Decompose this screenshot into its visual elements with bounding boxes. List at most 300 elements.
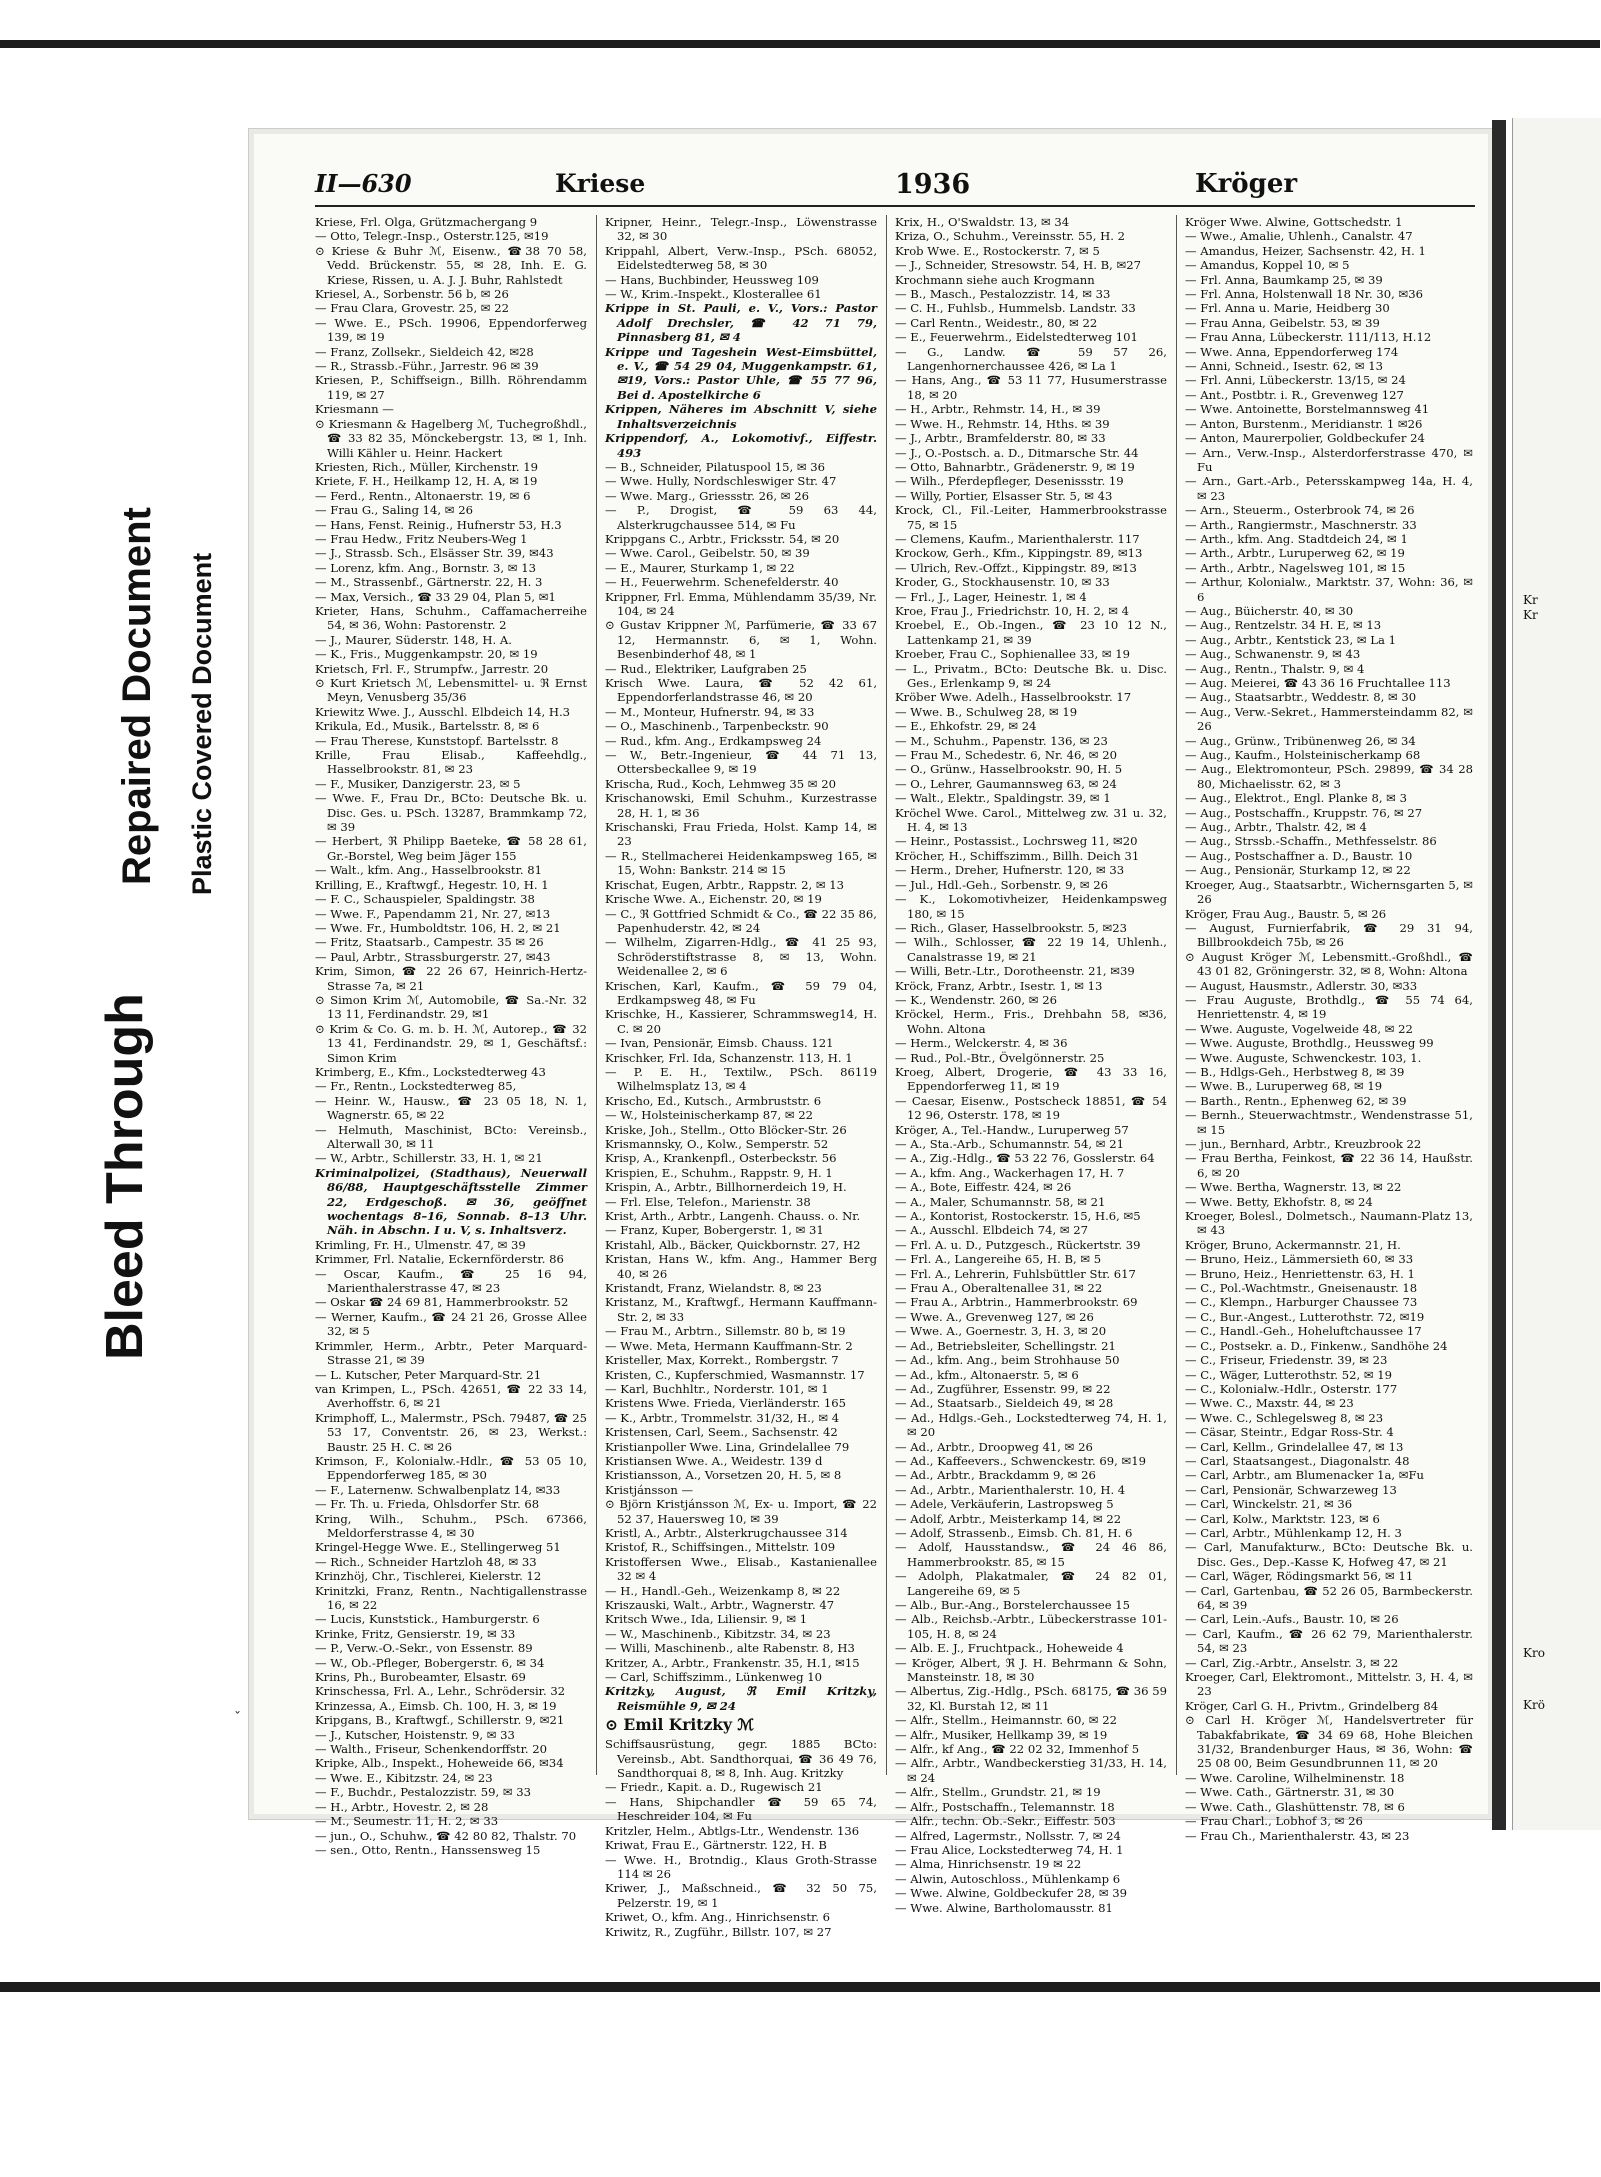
- directory-entry: — Ad., Arbtr., Brackdamm 9, ✉ 26: [895, 1468, 1096, 1483]
- directory-entry: — Frl. Anna u. Marie, Heidberg 30: [1185, 301, 1390, 316]
- directory-entry: Kristen, C., Kupferschmied, Wasmannstr. 17: [605, 1367, 865, 1382]
- directory-entry: — Frl. A. u. D., Putzgesch., Rückertstr. 39: [895, 1237, 1141, 1252]
- column-3: [895, 215, 1167, 1915]
- directory-entry: — Ad., Staatsarb., Sieldeich 49, ✉ 28: [895, 1396, 1114, 1411]
- directory-entry: — Carl, Zig.-Arbtr., Anselstr. 3, ✉ 22: [1185, 1655, 1399, 1670]
- directory-entry: Krisp, A., Krankenpfl., Osterbeckstr. 56: [605, 1151, 837, 1166]
- directory-entry: — B., Masch., Pestalozzistr. 14, ✉ 33: [895, 287, 1111, 302]
- directory-entry: — M., Strassenbf., Gärtnerstr. 22, H. 3: [315, 575, 543, 590]
- header-last-name: Kröger: [1195, 169, 1298, 199]
- directory-entry: Krins, Ph., Burobeamter, Elsastr. 69: [315, 1670, 526, 1685]
- directory-entry: Krochmann siehe auch Krogmann: [895, 272, 1095, 287]
- directory-entry: — Wwe. Auguste, Schwenckestr. 103, 1.: [1185, 1050, 1422, 1065]
- directory-entry: — Walt., Elektr., Spaldingstr. 39, ✉ 1: [895, 791, 1111, 806]
- directory-entry: — Max, Versich., ☎ 33 29 04, Plan 5, ✉1: [315, 589, 556, 604]
- directory-entry: Krille, Frau Elisab., Kaffeehdlg., Hasselbrookstr. 81, ✉ 23: [315, 748, 587, 777]
- directory-entry: Kristianpoller Wwe. Lina, Grindelallee 79: [605, 1439, 850, 1454]
- directory-entry: Kroeber, Frau C., Sophienallee 33, ✉ 19: [895, 647, 1130, 662]
- directory-entry: — Wwe. Hully, Nordschleswiger Str. 47: [605, 474, 837, 489]
- directory-entry: Kroeger, Carl, Elektromont., Mittelstr. 3, H. 4, ✉ 23: [1185, 1670, 1473, 1699]
- directory-entry: — L., Privatm., BCto: Deutsche Bk. u. Disc. Ges., Erlenkamp 9, ✉ 24: [895, 661, 1167, 690]
- directory-entry: — Aug. Meierei, ☎ 43 36 16 Fruchtallee 113: [1185, 676, 1451, 690]
- directory-entry: — Wwe. E., Kibitzstr. 24, ✉ 23: [315, 1770, 493, 1785]
- directory-entry: Krinzhöj, Chr., Tischlerei, Kielerstr. 12: [315, 1569, 542, 1584]
- directory-entry: Kritsch Wwe., Ida, Liliensir. 9, ✉ 1: [605, 1612, 808, 1627]
- directory-entry: — Carl, Kaufm., ☎ 26 62 79, Marienthalerstr. 54, ✉ 23: [1185, 1626, 1473, 1656]
- directory-entry: — H., Arbtr., Hovestr. 2, ✉ 28: [315, 1799, 489, 1814]
- directory-entry: — Frau A., Oberaltenallee 31, ✉ 22: [895, 1281, 1103, 1296]
- directory-entry: — Alma, Hinrichsenstr. 19 ✉ 22: [895, 1857, 1082, 1872]
- directory-entry: — Aug., Büicherstr. 40, ✉ 30: [1185, 603, 1354, 618]
- directory-entry: — C., Pol.-Wachtmstr., Gneisenaustr. 18: [1185, 1281, 1418, 1296]
- directory-entry: — Carl, Schiffszimm., Lünkenweg 10: [605, 1670, 822, 1685]
- directory-entry: — Arth., Arbtr., Luruperweg 62, ✉ 19: [1185, 546, 1405, 561]
- directory-entry: Krippner, Frl. Emma, Mühlendamm 35/39, Nr. 104, ✉ 24: [605, 589, 877, 618]
- directory-entry: Krischanowski, Emil Schuhm., Kurzestrasse 28, H. 1, ✉ 36: [605, 791, 877, 820]
- directory-entry: Krim, Simon, ☎ 22 26 67, Heinrich-Hertz-Strasse 7a, ✉ 21: [315, 964, 587, 993]
- directory-entry: — Arn., Gart.-Arb., Petersskampweg 14a, H. 4, ✉ 23: [1185, 474, 1473, 503]
- directory-entry: — C., Friseur, Friedenstr. 39, ✉ 23: [1185, 1353, 1388, 1368]
- directory-entry: — Carl, Wäger, Rödingsmarkt 56, ✉ 11: [1185, 1569, 1414, 1584]
- directory-entry: — Aug., Arbtr., Kentstick 23, ✉ La 1: [1185, 632, 1396, 647]
- directory-entry: — Kröger, Albert, ℜ J. H. Behrmann & Sohn, Mansteinstr. 18, ✉ 30: [895, 1655, 1167, 1685]
- directory-entry: — Herbert, ℜ Philipp Baeteke, ☎ 58 28 61, Gr.-Borstel, Weg beim Jäger 155: [315, 834, 587, 863]
- directory-entry: — H., Feuerwehrm. Schenefelderstr. 40: [605, 575, 839, 590]
- directory-entry: Krimling, Fr. H., Ulmenstr. 47, ✉ 39: [315, 1237, 526, 1252]
- directory-entry: — Fr., Rentn., Lockstedterweg 85,: [315, 1079, 517, 1094]
- directory-entry: — A., Zig.-Hdlg., ☎ 53 22 76, Gosslerstr. 64: [895, 1151, 1155, 1166]
- directory-entry: — Frl. A., Langereihe 65, H. B, ✉ 5: [895, 1252, 1102, 1267]
- directory-entry: — Anni, Schneid., Isestr. 62, ✉ 13: [1185, 359, 1383, 374]
- directory-entry: Kriesen, P., Schiffseign., Billh. Röhrendamm 119, ✉ 27: [315, 373, 587, 402]
- directory-entry: — Herm., Dreher, Hufnerstr. 120, ✉ 33: [895, 863, 1125, 878]
- directory-entry: — J., Kutscher, Hoistenstr. 9, ✉ 33: [315, 1727, 515, 1742]
- directory-entry: Kristl, A., Arbtr., Alsterkrugchaussee 314: [605, 1525, 848, 1540]
- directory-entry: Kringel-Hegge Wwe. E., Stellingerweg 51: [315, 1540, 561, 1555]
- directory-entry: — Alfr., Postschaffn., Telemannstr. 18: [895, 1799, 1115, 1814]
- directory-entry: — Frl. Anni, Lübeckerstr. 13/15, ✉ 24: [1185, 373, 1406, 388]
- directory-entry: — J., Arbtr., Bramfelderstr. 80, ✉ 33: [895, 431, 1106, 446]
- directory-entry: Kröger, A., Tel.-Handw., Luruperweg 57: [895, 1122, 1129, 1137]
- directory-entry: — W., Arbtr., Schillerstr. 33, H. 1, ✉ 21: [315, 1151, 543, 1166]
- directory-entry: Krippe in St. Pauli, e. V., Vors.: Pastor Adolf Drechsler, ☎ 42 71 79, Pinnasberg 81, ✉ 4: [605, 301, 877, 345]
- directory-entry: — Wwe. F., Papendamm 21, Nr. 27, ✉13: [315, 906, 551, 921]
- directory-entry: — Carl, Manufakturw., BCto: Deutsche Bk. u. Disc. Ges., Dep.-Kasse K, Hofweg 47, ✉ 21: [1185, 1540, 1473, 1569]
- directory-entry: Krischke, H., Kassierer, Schrammsweg14, H. C. ✉ 20: [605, 1007, 877, 1036]
- directory-entry: — Frau Therese, Kunststopf. Bartelsstr. 8: [315, 733, 559, 748]
- directory-entry: Kröber Wwe. Adelh., Hasselbrookstr. 17: [895, 690, 1132, 705]
- directory-entry: Kripner, Heinr., Telegr.-Insp., Löwenstrasse 32, ✉ 30: [605, 215, 877, 244]
- directory-entry: — O., Lehrer, Gaumannsweg 63, ✉ 24: [895, 776, 1117, 791]
- directory-entry: Krispien, E., Schuhm., Rappstr. 9, H. 1: [605, 1165, 833, 1180]
- directory-entry: — Franz, Kuper, Bobergerstr. 1, ✉ 31: [605, 1223, 824, 1238]
- directory-entry: — Fr. Th. u. Frieda, Ohlsdorfer Str. 68: [315, 1497, 540, 1512]
- directory-entry: — Walt., kfm. Ang., Hasselbrookstr. 81: [315, 863, 542, 878]
- directory-entry: Krischanski, Frau Frieda, Holst. Kamp 14, ✉ 23: [605, 820, 877, 849]
- directory-entry: — Aug., Strssb.-Schaffn., Methfesselstr. 86: [1185, 834, 1437, 849]
- page-number: II—630: [315, 169, 412, 198]
- directory-entry: Krischa, Rud., Koch, Lehmweg 35 ✉ 20: [605, 776, 836, 791]
- directory-entry: Krob Wwe. E., Rostockerstr. 7, ✉ 5: [895, 243, 1100, 258]
- directory-entry: — Ad., kfm. Ang., beim Strohhause 50: [895, 1353, 1120, 1368]
- directory-entry: — Amandus, Heizer, Sachsenstr. 42, H. 1: [1185, 243, 1426, 258]
- directory-entry: — Adele, Verkäuferin, Lastropsweg 5: [895, 1497, 1114, 1512]
- directory-entry: — C., Postsekr. a. D., Finkenw., Sandhöhe 24: [1185, 1338, 1448, 1353]
- directory-entry: — A., Kontorist, Rostockerstr. 15, H.6, ✉5: [895, 1209, 1141, 1224]
- directory-entry: — Rud., kfm. Ang., Erdkampsweg 24: [605, 733, 822, 748]
- directory-entry: Krilling, E., Kraftwgf., Hegestr. 10, H. 1: [315, 877, 549, 892]
- directory-entry: — Frau Alice, Lockstedterweg 74, H. 1: [895, 1842, 1124, 1857]
- directory-entry: — Paul, Arbtr., Strassburgerstr. 27, ✉43: [315, 949, 551, 964]
- directory-entry: ⊙ Gustav Krippner ℳ, Parfümerie, ☎ 33 67 12, Hermannstr. 6, ✉ 1, Wohn. Besenbinderhof 48, ✉ 1: [605, 618, 877, 662]
- directory-entry: — Alfr., Musiker, Hellkamp 39, ✉ 19: [895, 1727, 1108, 1742]
- directory-entry: Krinitzki, Franz, Rentn., Nachtigallenstrasse 16, ✉ 22: [315, 1583, 587, 1612]
- directory-entry: — Franz, Zollsekr., Sieldeich 42, ✉28: [315, 344, 534, 359]
- directory-entry: — Aug., Arbtr., Thalstr. 42, ✉ 4: [1185, 820, 1367, 835]
- directory-entry: — P., Drogist, ☎ 59 63 44, Alsterkrugchaussee 514, ✉ Fu: [605, 503, 877, 532]
- directory-entry: Kröger, Frau Aug., Baustr. 5, ✉ 26: [1185, 906, 1387, 921]
- directory-entry: Kroeg, Albert, Drogerie, ☎ 43 33 16, Eppendorferweg 11, ✉ 19: [895, 1064, 1167, 1094]
- directory-entry: — Frau Auguste, Brothdlg., ☎ 55 74 64, Henriettenstr. 4, ✉ 19: [1185, 992, 1473, 1022]
- directory-entry: — Jul., Hdl.-Geh., Sorbenstr. 9, ✉ 26: [895, 877, 1109, 892]
- directory-entry: Kriete, F. H., Heilkamp 12, H. A, ✉ 19: [315, 474, 538, 489]
- column-1: [315, 215, 587, 1857]
- directory-entry: — Aug., Postschaffner a. D., Baustr. 10: [1185, 848, 1413, 863]
- directory-entry: Kristiansson, A., Vorsetzen 20, H. 5, ✉ 8: [605, 1468, 842, 1483]
- label-bleed-through: Bleed Through: [96, 993, 154, 1360]
- directory-entry: — J., Schneider, Stresowstr. 54, H. B, ✉27: [895, 258, 1142, 273]
- directory-entry: — Herm., Welckerstr. 4, ✉ 36: [895, 1036, 1068, 1051]
- directory-entry: — Otto, Telegr.-Insp., Osterstr.125, ✉19: [315, 229, 549, 244]
- directory-entry: — Wwe. Alwine, Bartholomausstr. 81: [895, 1900, 1113, 1915]
- directory-entry: — Ad., kfm., Altonaerstr. 5, ✉ 6: [895, 1367, 1079, 1382]
- directory-entry: — jun., Bernhard, Arbtr., Kreuzbrook 22: [1185, 1137, 1422, 1151]
- directory-entry: — Aug., Schwanenstr. 9, ✉ 43: [1185, 647, 1361, 662]
- directory-entry: — Carl, Gartenbau, ☎ 52 26 05, Barmbeckerstr. 64, ✉ 39: [1185, 1583, 1473, 1612]
- directory-entry: Krinke, Fritz, Gensierstr. 19, ✉ 33: [315, 1626, 516, 1641]
- directory-entry: Krische Wwe. A., Eichenstr. 20, ✉ 19: [605, 892, 822, 907]
- directory-entry: — Carl, Winckelstr. 21, ✉ 36: [1185, 1497, 1353, 1512]
- directory-entry: — Anton, Burstenm., Meridianstr. 1 ✉26: [1185, 416, 1423, 431]
- directory-entry: Krimmler, Herm., Arbtr., Peter Marquard-Strasse 21, ✉ 39: [315, 1338, 587, 1368]
- directory-entry: — Frau M., Arbtrn., Sillemstr. 80 b, ✉ 19: [605, 1324, 846, 1339]
- side-labels: [95, 150, 235, 1360]
- directory-entry: — R., Strassb.-Führ., Jarrestr. 96 ✉ 39: [315, 359, 539, 374]
- directory-entry: — F., Musiker, Danzigerstr. 23, ✉ 5: [315, 776, 521, 791]
- directory-entry: Krischen, Karl, Kaufm., ☎ 59 79 04, Erdkampsweg 48, ✉ Fu: [605, 978, 877, 1007]
- directory-entry: — P., Verw.-O.-Sekr., von Essenstr. 89: [315, 1641, 533, 1656]
- directory-entry: Krockow, Gerh., Kfm., Kippingstr. 89, ✉13: [895, 546, 1143, 561]
- columns: [315, 215, 1475, 1939]
- directory-entry: — C., ℜ Gottfried Schmidt & Co., ☎ 22 35 86, Papenhuderstr. 42, ✉ 24: [605, 906, 877, 935]
- directory-entry: — Walth., Friseur, Schenkendorffstr. 20: [315, 1742, 547, 1757]
- directory-entry: Krischo, Ed., Kutsch., Armbruststr. 6: [605, 1093, 822, 1108]
- directory-entry: — sen., Otto, Rentn., Hanssensweg 15: [315, 1842, 541, 1857]
- corner-mark: ˇ: [234, 1710, 241, 1726]
- directory-entry: — Heinr., Postassist., Lochrsweg 11, ✉20: [895, 834, 1138, 849]
- directory-entry: — Helmuth, Maschinist, BCto: Vereinsb., Alterwall 30, ✉ 11: [315, 1122, 587, 1151]
- directory-entry: Kriske, Joh., Stellm., Otto Blöcker-Str. 26: [605, 1122, 847, 1137]
- directory-entry: — Ivan, Pensionär, Eimsb. Chauss. 121: [605, 1036, 834, 1051]
- directory-entry: — J., Strassb. Sch., Elsässer Str. 39, ✉43: [315, 546, 554, 561]
- column-2: [605, 215, 877, 1939]
- directory-entry: — B., Schneider, Pilatuspool 15, ✉ 36: [605, 459, 825, 474]
- directory-entry: — Alfr., Stellm., Grundstr. 21, ✉ 19: [895, 1785, 1101, 1800]
- directory-entry: — Wwe. H., Brotndig., Klaus Groth-Strasse 114 ✉ 26: [605, 1852, 877, 1881]
- directory-entry: — Amandus, Koppel 10, ✉ 5: [1185, 258, 1350, 273]
- directory-entry: Krieter, Hans, Schuhm., Caffamacherreihe 54, ✉ 36, Wohn: Pastorenstr. 2: [315, 603, 587, 633]
- directory-entry: Kröger, Carl G. H., Privtm., Grindelberg 84: [1185, 1698, 1439, 1713]
- directory-entry: Kroebel, E., Ob.-Ingen., ☎ 23 10 12 N., Lattenkamp 21, ✉ 39: [895, 618, 1167, 647]
- directory-entry: Kriszauski, Walt., Arbtr., Wagnerstr. 47: [605, 1598, 835, 1612]
- directory-entry: — Rud., Pol.-Btr., Övelgönnerstr. 25: [895, 1050, 1105, 1065]
- directory-entry: — Adolf, Strassenb., Eimsb. Ch. 81, H. 6: [895, 1525, 1133, 1540]
- directory-entry: ⊙ Kurt Krietsch ℳ, Lebensmittel- u. ℜ Ernst Meyn, Venusberg 35/36: [315, 676, 587, 705]
- adjacent-fragment: Krö: [1523, 1698, 1545, 1712]
- directory-entry: — jun., O., Schuhw., ☎ 42 80 82, Thalstr. 70: [315, 1828, 577, 1843]
- directory-entry: — Wilh., Pferdepfleger, Desenissstr. 19: [895, 474, 1124, 489]
- directory-entry: — Bernh., Steuerwachtmstr., Wendenstrasse 51, ✉ 15: [1185, 1108, 1473, 1137]
- directory-entry: Kroeger, Bolesl., Dolmetsch., Naumann-Platz 13, ✉ 43: [1185, 1209, 1473, 1238]
- directory-entry: — Aug., Pensionär, Sturkamp 12, ✉ 22: [1185, 863, 1411, 878]
- directory-entry: Kristensen, Carl, Seem., Sachsenstr. 42: [605, 1425, 838, 1440]
- directory-entry: — Wwe. Meta, Hermann Kauffmann-Str. 2: [605, 1338, 853, 1353]
- directory-entry: — Aug., Verw.-Sekret., Hammersteindamm 82, ✉ 26: [1185, 704, 1473, 734]
- directory-entry: — M., Seumestr. 11, H. 2, ✉ 33: [315, 1814, 499, 1829]
- directory-entry: Kriminalpolizei, (Stadthaus), Neuerwall 86/88, Hauptgeschäftsstelle Zimmer 22, Erdgeschoß. ✉ 36, geöffnet wochentags 8–16, Sonnab. 8–13 Uhr. Näh. in Abschn. I u. V, s. Inhaltsverz.: [315, 1165, 587, 1238]
- directory-entry: — Carl, Kellm., Grindelallee 47, ✉ 13: [1185, 1439, 1404, 1454]
- directory-entry: Kristanz, M., Kraftwgf., Hermann Kauffmann-Str. 2, ✉ 33: [605, 1295, 877, 1324]
- directory-entry: — Wwe. Cath., Glashüttenstr. 78, ✉ 6: [1185, 1799, 1405, 1814]
- directory-entry: Kritzky, August, ℜ Emil Kritzky, Reismühle 9, ✉ 24: [605, 1684, 877, 1713]
- directory-entry: — Aug., Elektromonteur, PSch. 29899, ☎ 34 28 80, Michaelisstr. 62, ✉ 3: [1185, 762, 1473, 791]
- directory-entry: — Carl, Arbtr., am Blumenacker 1a, ✉Fu: [1185, 1468, 1425, 1483]
- directory-entry: — Aug., Elektrot., Engl. Planke 8, ✉ 3: [1185, 791, 1407, 806]
- directory-entry: — Carl, Staatsangest., Diagonalstr. 48: [1185, 1453, 1410, 1468]
- directory-entry: — Rud., Elektriker, Laufgraben 25: [605, 661, 807, 676]
- directory-entry: Krix, H., O'Swaldstr. 13, ✉ 34: [895, 215, 1070, 229]
- directory-entry: ⊙ Krim & Co. G. m. b. H. ℳ, Autorep., ☎ 32 13 41, Ferdinandstr. 29, ✉ 1, Geschäftsf.: Simon Krim: [315, 1021, 587, 1065]
- directory-entry: — August, Furnierfabrik, ☎ 29 31 94, Billbrookdeich 75b, ✉ 26: [1185, 920, 1473, 950]
- column-4: [1185, 215, 1473, 1843]
- directory-entry: — A., Bote, Eiffestr. 424, ✉ 26: [895, 1180, 1072, 1195]
- directory-entry: — Frau M., Schedestr. 6, Nr. 46, ✉ 20: [895, 748, 1117, 763]
- directory-entry: Kröger Wwe. Alwine, Gottschedstr. 1: [1185, 215, 1403, 229]
- directory-entry: Krischker, Frl. Ida, Schanzenstr. 113, H. 1: [605, 1050, 853, 1065]
- directory-entry: — Oscar, Kaufm., ☎ 25 16 94, Marienthalerstrasse 47, ✉ 23: [315, 1266, 587, 1296]
- adjacent-fragment: Kr: [1523, 593, 1538, 607]
- directory-entry: — Alfr., Arbtr., Wandbeckerstieg 31/33, H. 14, ✉ 24: [895, 1756, 1167, 1785]
- directory-page: [248, 128, 1494, 1939]
- directory-entry: — Wwe. H., Rehmstr. 14, Hths. ✉ 39: [895, 416, 1110, 431]
- directory-entry: — Hans, Shipchandler ☎ 59 65 74, Heschreider 104, ✉ Fu: [605, 1794, 877, 1824]
- directory-entry: Kritzler, Helm., Abtlgs-Ltr., Wendenstr. 136: [605, 1823, 860, 1838]
- directory-entry: — Albertus, Zig.-Hdlg., PSch. 68175, ☎ 36 59 32, Kl. Burstah 12, ✉ 11: [895, 1684, 1167, 1713]
- directory-entry: ⊙ Kriese & Buhr ℳ, Eisenw., ☎38 70 58, Vedd. Brückenstr. 55, ✉ 28, Inh. E. G. Kriese, Rissen, u. A. J. J. Buhr, Rahlstedt: [315, 243, 587, 287]
- directory-entry: — Frl. Anna, Baumkamp 25, ✉ 39: [1185, 272, 1383, 287]
- directory-entry: Krippendorf, A., Lokomotivf., Eiffestr. 493: [605, 431, 877, 460]
- label-repaired-document: Repaired Document: [115, 507, 159, 885]
- directory-entry: — Wwe. F., Frau Dr., BCto: Deutsche Bk. u. Disc. Ges. u. PSch. 13287, Brammkamp 72, ✉ 39: [315, 791, 587, 835]
- directory-entry: Kristeller, Max, Korrekt., Rombergstr. 7: [605, 1353, 839, 1368]
- directory-entry: Kriwet, O., kfm. Ang., Hinrichsenstr. 6: [605, 1910, 831, 1925]
- directory-entry: Kriewitz Wwe. J., Ausschl. Elbdeich 14, H.3: [315, 704, 571, 719]
- directory-entry: — Wwe. Cath., Gärtnerstr. 31, ✉ 30: [1185, 1785, 1395, 1800]
- directory-entry: — W., Ob.-Pfleger, Bobergerstr. 6, ✉ 34: [315, 1655, 545, 1670]
- directory-entry: — F., Buchdr., Pestalozzistr. 59, ✉ 33: [315, 1785, 532, 1800]
- directory-entry: — Wwe. Auguste, Vogelweide 48, ✉ 22: [1185, 1021, 1413, 1036]
- directory-entry: — B., Hdlgs-Geh., Herbstweg 8, ✉ 39: [1185, 1064, 1405, 1079]
- directory-entry: Kriesmann —: [315, 402, 394, 417]
- directory-entry: Krippahl, Albert, Verw.-Insp., PSch. 68052, Eidelstedterweg 58, ✉ 30: [605, 243, 877, 273]
- directory-entry: — Werner, Kaufm., ☎ 24 21 26, Grosse Allee 32, ✉ 5: [315, 1309, 587, 1339]
- directory-entry: — K., Arbtr., Trommelstr. 31/32, H., ✉ 4: [605, 1410, 840, 1425]
- directory-entry: Kristens Wwe. Frieda, Vierländerstr. 165: [605, 1396, 846, 1411]
- directory-entry: — Carl, Lein.-Aufs., Baustr. 10, ✉ 26: [1185, 1612, 1399, 1627]
- directory-entry: — Willy, Portier, Elsasser Str. 5, ✉ 43: [895, 488, 1113, 503]
- directory-entry: — Frl., J., Lager, Heinestr. 1, ✉ 4: [895, 589, 1087, 604]
- header-first-name: Kriese: [555, 169, 646, 198]
- directory-entry: — Ferd., Rentn., Altonaerstr. 19, ✉ 6: [315, 488, 531, 503]
- directory-entry: — Lucis, Kunststick., Hamburgerstr. 6: [315, 1612, 540, 1627]
- directory-entry: Krispin, A., Arbtr., Billhornerdeich 19, H.: [605, 1180, 847, 1195]
- directory-entry: — J., Maurer, Süderstr. 148, H. A.: [315, 632, 512, 647]
- directory-entry: — Frl. A., Lehrerin, Fuhlsbüttler Str. 617: [895, 1266, 1136, 1281]
- directory-entry: — Ad., Hdlgs.-Geh., Lockstedterweg 74, H. 1, ✉ 20: [895, 1410, 1167, 1440]
- directory-entry: — O., Grünw., Hasselbrookstr. 90, H. 5: [895, 762, 1123, 777]
- directory-entry: Kröchel Wwe. Carol., Mittelweg zw. 31 u. 32, H. 4, ✉ 13: [895, 805, 1167, 835]
- directory-entry: — F. C., Schauspieler, Spaldingstr. 38: [315, 892, 535, 907]
- directory-entry: — Ad., Betriebsleiter, Schellingstr. 21: [895, 1338, 1116, 1353]
- directory-entry: — Alfr., techn. Ob.-Sekr., Eiffestr. 503: [895, 1814, 1116, 1829]
- directory-entry: Kriza, O., Schuhm., Vereinsstr. 55, H. 2: [895, 229, 1125, 244]
- directory-entry: Krischat, Eugen, Arbtr., Rappstr. 2, ✉ 13: [605, 877, 845, 892]
- directory-entry: Kroeger, Aug., Staatsarbtr., Wichernsgarten 5, ✉ 26: [1185, 877, 1473, 907]
- directory-entry: — E., Ehkofstr. 29, ✉ 24: [895, 719, 1037, 734]
- directory-entry: — Frau Hedw., Fritz Neubers-Weg 1: [315, 531, 528, 546]
- directory-entry: — A., Sta.-Arb., Schumannstr. 54, ✉ 21: [895, 1137, 1124, 1151]
- directory-entry: Krock, Cl., Fil.-Leiter, Hammerbrookstrasse 75, ✉ 15: [895, 503, 1167, 532]
- directory-entry: — Wwe. Auguste, Brothdlg., Heussweg 99: [1185, 1036, 1434, 1051]
- directory-entry: Kristiansen Wwe. A., Weidestr. 139 d: [605, 1453, 823, 1468]
- directory-entry: Kristahl, Alb., Bäcker, Quickbornstr. 27, H2: [605, 1237, 861, 1252]
- directory-entry: Krist, Arth., Arbtr., Langenh. Chauss. o. Nr.: [605, 1209, 861, 1224]
- directory-entry: — Alb., Bur.-Ang., Borstelerchaussee 15: [895, 1598, 1131, 1612]
- directory-entry: — Aug., Staatsarbtr., Weddestr. 8, ✉ 30: [1185, 690, 1417, 705]
- directory-entry: Kriesel, A., Sorbenstr. 56 b, ✉ 26: [315, 287, 509, 302]
- directory-entry: Krippe und Tageshein West-Eimsbüttel, e. V., ☎ 54 29 04, Muggenkampstr. 61, ✉19, Vors.: Pastor Uhle, ☎ 55 77 96, Bei d. Apostelkirche 6: [605, 344, 877, 402]
- directory-entry: — C., Kolonialw.-Hdlr., Osterstr. 177: [1185, 1381, 1398, 1396]
- directory-entry: — Wwe. E., PSch. 19906, Eppendorferweg 139, ✉ 19: [315, 315, 587, 345]
- directory-entry: — K., Lokomotivheizer, Heidenkampsweg 180, ✉ 15: [895, 892, 1167, 921]
- directory-entry: — Bruno, Heiz., Henriettenstr. 63, H. 1: [1185, 1266, 1415, 1281]
- directory-entry: — Aug., Kaufm., Holsteinischerkamp 68: [1185, 748, 1421, 763]
- directory-entry: Krimberg, E., Kfm., Lockstedterweg 43: [315, 1064, 546, 1079]
- directory-entry: — W., Betr.-Ingenieur, ☎ 44 71 13, Ottersbeckallee 9, ✉ 19: [605, 748, 877, 777]
- page-header: [315, 159, 1475, 207]
- directory-entry: — Hans, Fenst. Reinig., Hufnerstr 53, H.3: [315, 517, 562, 532]
- directory-entry: — Rich., Schneider Hartzloh 48, ✉ 33: [315, 1554, 537, 1569]
- directory-entry: — Carl Rentn., Weidestr., 80, ✉ 22: [895, 315, 1098, 330]
- directory-entry: — Wwe. Betty, Ekhofstr. 8, ✉ 24: [1185, 1194, 1373, 1209]
- scan-border-bottom: [0, 1982, 1600, 1992]
- directory-entry: — Alfr., Stellm., Heimannstr. 60, ✉ 22: [895, 1713, 1117, 1728]
- directory-entry: Krimmer, Frl. Natalie, Eckernförderstr. 86: [315, 1252, 564, 1267]
- directory-entry: Krietsch, Frl. F., Strumpfw., Jarrestr. 20: [315, 661, 549, 676]
- directory-entry: — Karl, Buchhltr., Norderstr. 101, ✉ 1: [605, 1381, 829, 1396]
- directory-entry: — Ad., Arbtr., Marienthalerstr. 10, H. 4: [895, 1482, 1126, 1497]
- directory-entry: Kroder, G., Stockhausenstr. 10, ✉ 33: [895, 575, 1110, 590]
- directory-entry: — O., Maschinenb., Tarpenbeckstr. 90: [605, 719, 829, 734]
- directory-entry: Krippgans C., Arbtr., Fricksstr. 54, ✉ 20: [605, 531, 840, 546]
- directory-entry: — Carl, Kolw., Marktstr. 123, ✉ 6: [1185, 1511, 1380, 1526]
- directory-entry: — August, Hausmstr., Adlerstr. 30, ✉33: [1185, 978, 1418, 993]
- directory-entry: — Heinr. W., Hausw., ☎ 23 05 18, N. 1, Wagnerstr. 65, ✉ 22: [315, 1093, 587, 1123]
- directory-entry: — H., Handl.-Geh., Weizenkamp 8, ✉ 22: [605, 1583, 841, 1598]
- directory-entry: — E., Maurer, Sturkamp 1, ✉ 22: [605, 560, 795, 575]
- directory-entry: Kring, Wilh., Schuhm., PSch. 67366, Meldorferstrasse 4, ✉ 30: [315, 1511, 587, 1540]
- directory-entry: — J., O.-Postsch. a. D., Ditmarsche Str. 44: [895, 445, 1139, 460]
- directory-entry: — Wwe. Antoinette, Borstelmannsweg 41: [1185, 402, 1430, 417]
- directory-entry: — Aug., Rentn., Thalstr. 9, ✉ 4: [1185, 661, 1365, 676]
- directory-entry: — Wwe. B., Luruperweg 68, ✉ 19: [1185, 1079, 1383, 1094]
- directory-entry: — A., Ausschl. Elbdeich 74, ✉ 27: [895, 1223, 1088, 1238]
- directory-entry: — A., Maler, Schumannstr. 58, ✉ 21: [895, 1194, 1106, 1209]
- directory-entry: Krinzessa, A., Eimsb. Ch. 100, H. 3, ✉ 19: [315, 1698, 557, 1713]
- directory-entry: — Frau Clara, Grovestr. 25, ✉ 22: [315, 301, 509, 316]
- adjacent-fragment: Kro: [1523, 1646, 1545, 1660]
- directory-entry: — Frau G., Saling 14, ✉ 26: [315, 503, 473, 518]
- directory-entry: — K., Fris., Muggenkampstr. 20, ✉ 19: [315, 647, 538, 662]
- directory-entry: — Ant., Postbtr. i. R., Grevenweg 127: [1185, 387, 1404, 402]
- directory-entry: — Wwe. A., Goernestr. 3, H. 3, ✉ 20: [895, 1324, 1107, 1339]
- directory-entry: — Frl. Anna, Holstenwall 18 Nr. 30, ✉36: [1185, 287, 1424, 302]
- directory-entry: — Anton, Maurerpolier, Goldbeckufer 24: [1185, 431, 1425, 446]
- directory-entry: — Alb. E. J., Fruchtpack., Hoheweide 4: [895, 1641, 1124, 1656]
- column-divider: [886, 215, 887, 1775]
- directory-entry: — R., Stellmacherei Heidenkampsweg 165, ✉ 15, Wohn: Bankstr. 214 ✉ 15: [605, 848, 877, 878]
- directory-entry: — W., Krim.-Inspekt., Klosterallee 61: [605, 287, 822, 302]
- directory-entry: — W., Holsteinischerkamp 87, ✉ 22: [605, 1108, 814, 1123]
- directory-entry: Krippen, Näheres im Abschnitt V, siehe Inhaltsverzeichnis: [605, 402, 877, 431]
- directory-entry: — Wwe. Bertha, Wagnerstr. 13, ✉ 22: [1185, 1180, 1402, 1195]
- directory-entry: Kripke, Alb., Inspekt., Hoheweide 66, ✉34: [315, 1756, 564, 1771]
- directory-entry: Kröck, Franz, Arbtr., Isestr. 1, ✉ 13: [895, 978, 1103, 993]
- directory-entry: ⊙ Emil Kritzky ℳ: [605, 1715, 754, 1735]
- directory-entry: — Hans, Ang., ☎ 53 11 77, Husumerstrasse 18, ✉ 20: [895, 373, 1167, 402]
- directory-entry: Kristan, Hans W., kfm. Ang., Hammer Berg 40, ✉ 26: [605, 1252, 877, 1281]
- directory-entry: — Adolf, Arbtr., Meisterkamp 14, ✉ 22: [895, 1511, 1122, 1526]
- directory-entry: Kriwat, Frau E., Gärtnerstr. 122, H. B: [605, 1838, 827, 1853]
- directory-entry: — Frau A., Arbtrin., Hammerbrookstr. 69: [895, 1295, 1138, 1310]
- directory-entry: — Hans, Buchbinder, Heussweg 109: [605, 272, 819, 287]
- directory-entry: — Wilhelm, Zigarren-Hdlg., ☎ 41 25 93, Schröderstiftstrasse 8, ✉ 13, Wohn. Weidenallee 2, ✉ 6: [605, 935, 877, 979]
- directory-entry: — Aug., Postschaffn., Kruppstr. 76, ✉ 27: [1185, 805, 1423, 820]
- directory-entry: Kritzer, A., Arbtr., Frankenstr. 35, H.1, ✉15: [605, 1655, 860, 1670]
- header-year: 1936: [895, 169, 971, 200]
- directory-entry: — Clemens, Kaufm., Marienthalerstr. 117: [895, 531, 1140, 546]
- directory-entry: — Wwe. C., Maxstr. 44, ✉ 23: [1185, 1396, 1354, 1411]
- directory-entry: — Willi, Betr.-Ltr., Dorotheenstr. 21, ✉39: [895, 964, 1135, 979]
- directory-entry: — G., Landw. ☎ 59 57 26, Langenhornerchaussee 426, ✉ La 1: [895, 344, 1167, 374]
- column-divider: [596, 215, 597, 1775]
- directory-entry: — Arth., Rangiermstr., Maschnerstr. 33: [1185, 517, 1417, 532]
- directory-entry: — Oskar ☎ 24 69 81, Hammerbrookstr. 52: [315, 1295, 569, 1310]
- directory-entry: — Adolph, Plakatmaler, ☎ 24 82 01, Langereihe 69, ✉ 5: [895, 1569, 1167, 1598]
- directory-entry: — Wwe., Amalie, Uhlenh., Canalstr. 47: [1185, 229, 1413, 244]
- directory-entry: Kröcher, H., Schiffszimm., Billh. Deich 31: [895, 848, 1140, 863]
- directory-entry: — Arth., Arbtr., Nagelsweg 101, ✉ 15: [1185, 560, 1406, 575]
